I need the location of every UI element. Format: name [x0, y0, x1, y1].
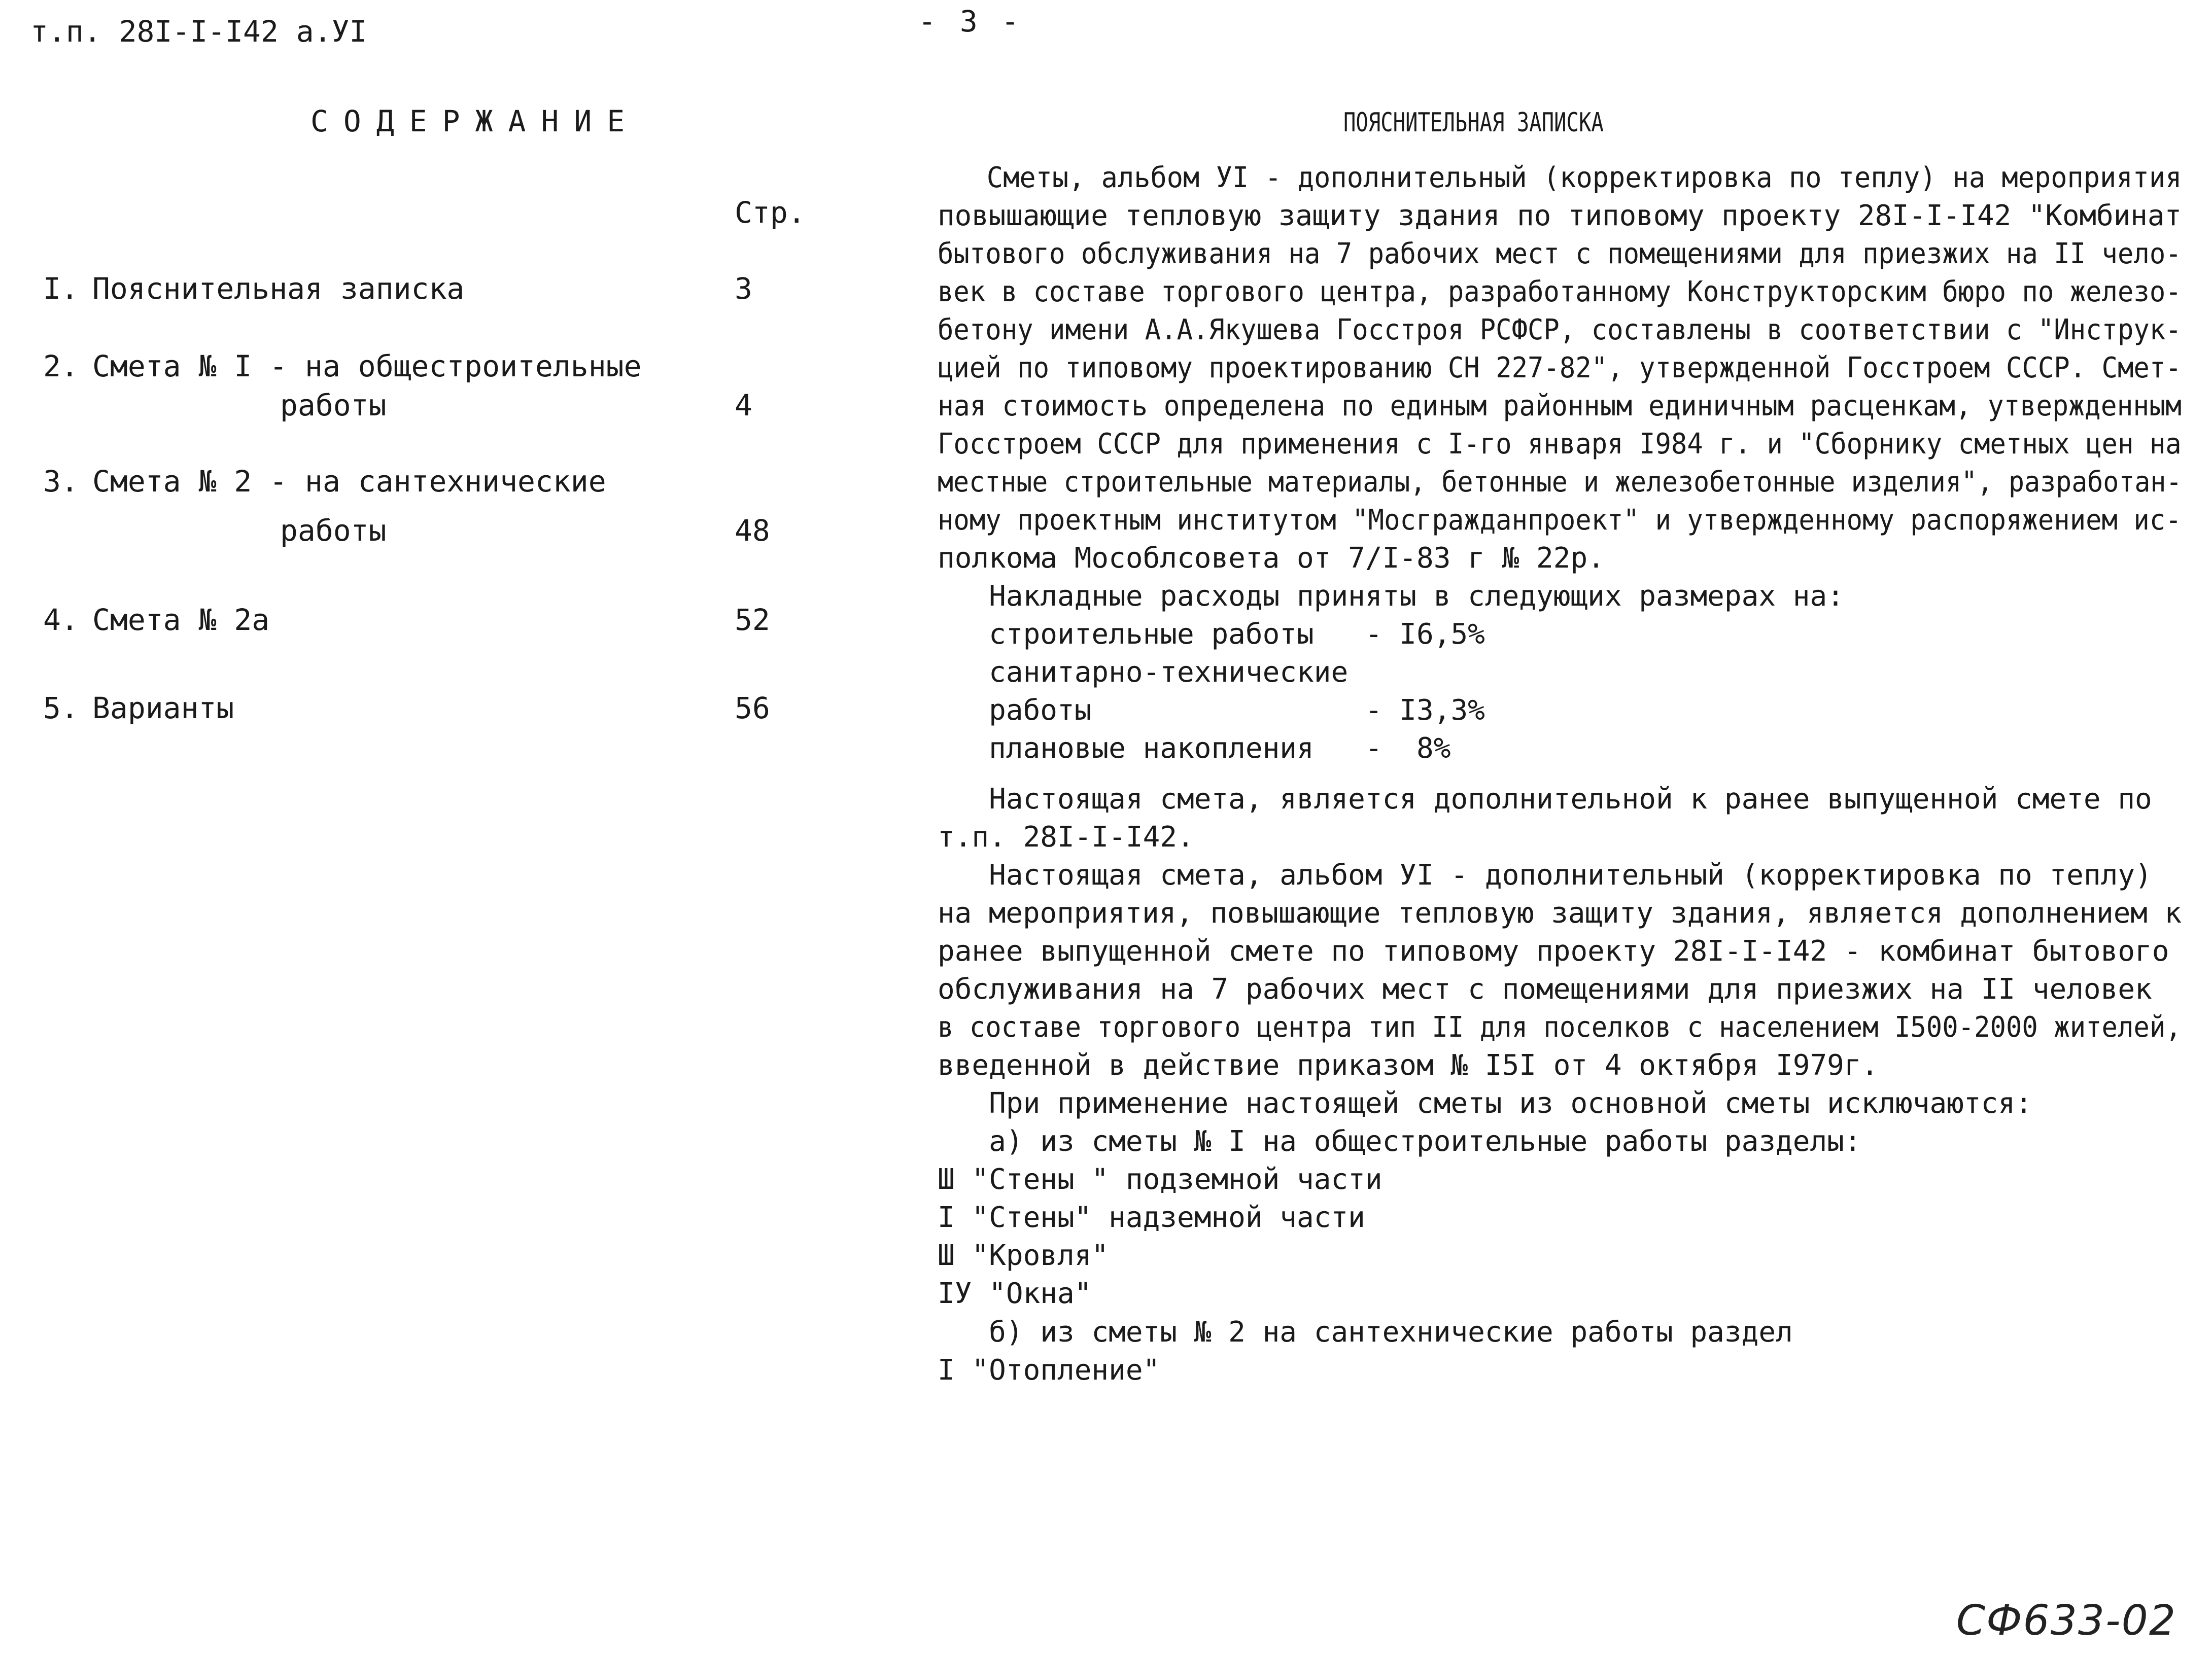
- toc-item-label: Пояснительная записка: [92, 271, 465, 306]
- page-number: - 3 -: [918, 4, 1022, 39]
- note-line: Сметы, альбом УI - дополнительный (корректировка по теплу) на мероприятия: [938, 161, 2182, 194]
- note-line: цией по типовому проектированию СН 227-82", утвержденной Госстроем СССР. Смет-: [938, 351, 2182, 384]
- toc-item-number: 4.: [43, 603, 79, 637]
- note-line: строительные работы - I6,5%: [938, 618, 1485, 651]
- note-line: бытового обслуживания на 7 рабочих мест с помещениями для приезжих на II чело-: [938, 237, 2182, 270]
- toc-item-page: 48: [735, 513, 770, 548]
- note-line: обслуживания на 7 рабочих мест с помещениями для приезжих на II человек: [938, 973, 2152, 1006]
- toc-item-page: 4: [735, 388, 752, 422]
- archive-stamp: СФ633-02: [1956, 1597, 2176, 1645]
- note-line: ному проектным институтом "Мосгражданпроект" и утвержденному распоряжением ис-: [938, 504, 2182, 537]
- note-line: т.п. 28I-I-I42.: [938, 821, 1194, 854]
- note-section-line: Ш "Кровля": [938, 1239, 1109, 1272]
- toc-item-number: 3.: [43, 464, 79, 499]
- note-line: Настоящая смета, альбом УI - дополнительный (корректировка по теплу): [938, 859, 2152, 892]
- toc-item-number: 2.: [43, 349, 79, 383]
- note-title: ПОЯСНИТЕЛЬНАЯ ЗАПИСКА: [1343, 108, 1604, 138]
- note-line: Госстроем СССР для применения с I-го января I984 г. и "Сборнику сметных цен на: [938, 428, 2182, 461]
- note-line: а) из сметы № I на общестроительные работы разделы:: [938, 1125, 1861, 1158]
- note-line: в составе торгового центра тип II для поселков с населением I500-2000 жителей,: [938, 1011, 2182, 1044]
- note-line: санитарно-технические: [938, 656, 1349, 689]
- document-code: т.п. 28I-I-I42 а.УI: [30, 14, 367, 49]
- toc-item-label: Смета № I - на общестроительные: [92, 349, 642, 383]
- note-line: работы - I3,3%: [938, 694, 1485, 727]
- toc-item-page: 52: [735, 603, 770, 637]
- note-line: Настоящая смета, является дополнительной к ранее выпущенной смете по: [938, 783, 2152, 816]
- note-section-line: Ш "Стены " подземной части: [938, 1163, 1382, 1196]
- toc-item-label: Варианты: [92, 691, 234, 725]
- note-line: введенной в действие приказом № I5I от 4 октября I979г.: [938, 1049, 1879, 1082]
- toc-item-page: 3: [735, 271, 752, 306]
- note-section-line: I "Стены" надземной части: [938, 1201, 1365, 1234]
- toc-item-number: I.: [43, 271, 79, 306]
- toc-item-label-continuation: работы: [280, 388, 387, 422]
- note-section-line: IУ "Окна": [938, 1277, 1092, 1310]
- toc-item-page: 56: [735, 691, 770, 725]
- toc-title: СОДЕРЖАНИЕ: [310, 104, 640, 138]
- toc-item-label: Смета № 2 - на сантехнические: [92, 464, 606, 499]
- note-line: б) из сметы № 2 на сантехнические работы раздел: [938, 1316, 1793, 1349]
- note-line: плановые накопления - 8%: [938, 732, 1451, 765]
- note-line: ранее выпущенной смете по типовому проекту 28I-I-I42 - комбинат бытового: [938, 935, 2169, 968]
- note-line: повышающие тепловую защиту здания по типовому проекту 28I-I-I42 "Комбинат: [938, 199, 2182, 232]
- note-line: Накладные расходы приняты в следующих размерах на:: [938, 580, 1844, 613]
- note-line: местные строительные материалы, бетонные и железобетонные изделия", разработан-: [938, 466, 2182, 499]
- toc-item-number: 5.: [43, 691, 79, 725]
- note-line: век в составе торгового центра, разработанному Конструкторским бюро по железо-: [938, 275, 2182, 308]
- note-line: бетону имени А.А.Якушева Госстроя РСФСР, составлены в соответствии с "Инструк-: [938, 313, 2182, 346]
- note-section-line: I "Отопление": [938, 1354, 1160, 1387]
- toc-item-label-continuation: работы: [280, 513, 387, 548]
- note-line: ная стоимость определена по единым районным единичным расценкам, утвержденным: [938, 390, 2182, 422]
- toc-item-label: Смета № 2а: [92, 603, 270, 637]
- note-line: При применение настоящей сметы из основной сметы исключаются:: [938, 1087, 2032, 1120]
- note-line: полкома Мособлсовета от 7/I-83 г № 22р.: [938, 542, 1605, 575]
- toc-page-column-label: Стр.: [735, 195, 806, 230]
- note-line: на мероприятия, повышающие тепловую защиту здания, является дополнением к: [938, 897, 2182, 930]
